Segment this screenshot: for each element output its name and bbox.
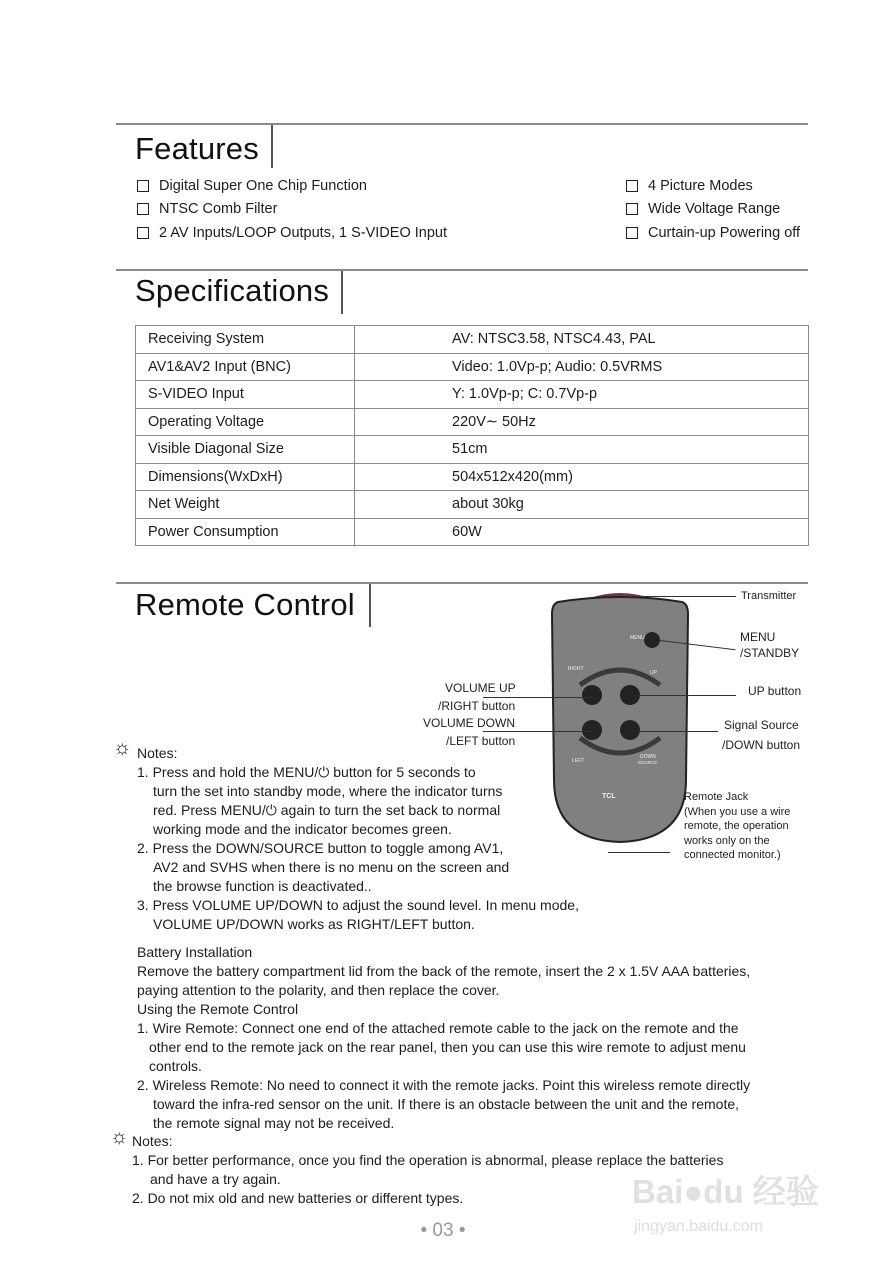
- table-row: Visible Diagonal Size 51cm: [136, 436, 809, 464]
- standby-label: /STANDBY: [740, 646, 800, 660]
- feature-item: NTSC Comb Filter: [137, 201, 277, 217]
- remote-title: Remote Control: [135, 587, 355, 622]
- up-button-label: UP button: [748, 684, 802, 698]
- volume-up-label: VOLUME UP: [445, 681, 516, 695]
- menu-key-label: MENU: [630, 635, 645, 641]
- table-row: AV1&AV2 Input (BNC) Video: 1.0Vp-p; Audio: 0.5VRMS: [136, 353, 809, 381]
- transmitter-callout-line: [625, 596, 736, 597]
- checkbox-icon: [626, 203, 638, 215]
- jack-callout-line: [608, 852, 670, 853]
- specifications-rule: [116, 269, 808, 271]
- volume-down-key: [582, 720, 602, 740]
- right-button-label: /RIGHT button: [438, 699, 516, 713]
- table-row: Dimensions(WxDxH) 504x512x420(mm): [136, 463, 809, 491]
- specifications-title-divider: [341, 271, 343, 314]
- down-source-key: [620, 720, 640, 740]
- menu-label: MENU: [740, 630, 776, 644]
- brand-logo: TCL: [602, 793, 616, 800]
- watermark-logo: Bai●du 经验: [632, 1173, 819, 1210]
- feature-item: Wide Voltage Range: [626, 201, 780, 217]
- table-row: Net Weight about 30kg: [136, 491, 809, 519]
- remote-jack-label: Remote Jack (When you use a wire remote, the operation works only on the connected monitor.): [684, 791, 791, 861]
- checkbox-icon: [137, 203, 149, 215]
- remote-title-divider: [369, 584, 371, 627]
- table-row: S-VIDEO Input Y: 1.0Vp-p; C: 0.7Vp-p: [136, 381, 809, 409]
- lightbulb-icon: ☼: [110, 1126, 129, 1148]
- feature-item: Digital Super One Chip Function: [137, 178, 367, 194]
- watermark-url: jingyan.baidu.com: [634, 1218, 763, 1235]
- feature-item: 2 AV Inputs/LOOP Outputs, 1 S-VIDEO Input: [137, 225, 447, 241]
- lightbulb-icon: ☼: [113, 737, 132, 759]
- page-number: • 03 •: [420, 1220, 466, 1241]
- feature-item: Curtain-up Powering off: [626, 225, 800, 241]
- volume-down-label: VOLUME DOWN: [423, 716, 516, 730]
- down-button-label: /DOWN button: [722, 738, 801, 752]
- features-rule: [116, 123, 808, 125]
- features-title: Features: [135, 131, 259, 166]
- source-key-label: SOURCE: [638, 760, 658, 765]
- up-key-label: UP: [650, 670, 657, 676]
- up-callout-line: [638, 695, 736, 696]
- features-title-divider: [271, 125, 273, 168]
- battery-section: Battery Installation Remove the battery compartment lid from the back of the remote, insert the 2 x 1.5V AAA batteries, paying attention to the polarity, and then replace the cover. Using the Remote Control 1. Wire Remote: Connect one end of the attached remote cable to the jack on the remote and the other end to the remote jack on the rear panel, then you can use this wire remote to adjust menu controls. 2. Wireless Remote: No need to connect it with the remote jacks. Point this wireless remote directly toward the infra-red sensor on the unit. If there is an obstacle between the unit and the remote, the remote signal may not be received.: [137, 944, 751, 1131]
- left-button-label: /LEFT button: [446, 734, 516, 748]
- notes-title: Notes:: [137, 745, 178, 761]
- down-key-label: DOWN: [640, 754, 656, 760]
- feature-item: 4 Picture Modes: [626, 178, 753, 194]
- source-callout-line: [638, 731, 718, 732]
- specifications-table: [135, 325, 809, 546]
- remote-rule: [116, 582, 808, 584]
- table-row: Operating Voltage 220V∼ 50Hz: [136, 408, 809, 436]
- checkbox-icon: [137, 227, 149, 239]
- table-row: Power Consumption 60W: [136, 518, 809, 546]
- up-key: [620, 685, 640, 705]
- transmitter-label: Transmitter: [741, 590, 797, 602]
- left-key-label: LEFT: [572, 758, 585, 764]
- checkbox-icon: [137, 180, 149, 192]
- table-row: Receiving System AV: NTSC3.58, NTSC4.43, PAL: [136, 326, 809, 354]
- volume-up-key: [582, 685, 602, 705]
- checkbox-icon: [626, 180, 638, 192]
- notes2-section: Notes: 1. For better performance, once you find the operation is abnormal, please replace the batteries and have a try again. 2. Do not mix old and new batteries or different types.: [132, 1133, 724, 1206]
- specifications-title: Specifications: [135, 273, 330, 308]
- menu-standby-key: [644, 632, 660, 648]
- notes-list: 1. Press and hold the MENU/⏻ button for 5 seconds to turn the set into standby mode, where the indicator turns red. Press MENU/⏻ again to turn the set back to normal working mode and the indicator becomes green. 2. Press the DOWN/SOURCE button to toggle among AV1, AV2 and SVHS when there is no menu on the screen and the browse function is deactivated.. 3. Press VOLUME UP/DOWN to adjust the sound level. In menu mode, VOLUME UP/DOWN works as RIGHT/LEFT button.: [137, 764, 579, 932]
- checkbox-icon: [626, 227, 638, 239]
- right-key-label: RIGHT: [568, 666, 584, 672]
- signal-source-label: Signal Source: [724, 718, 799, 732]
